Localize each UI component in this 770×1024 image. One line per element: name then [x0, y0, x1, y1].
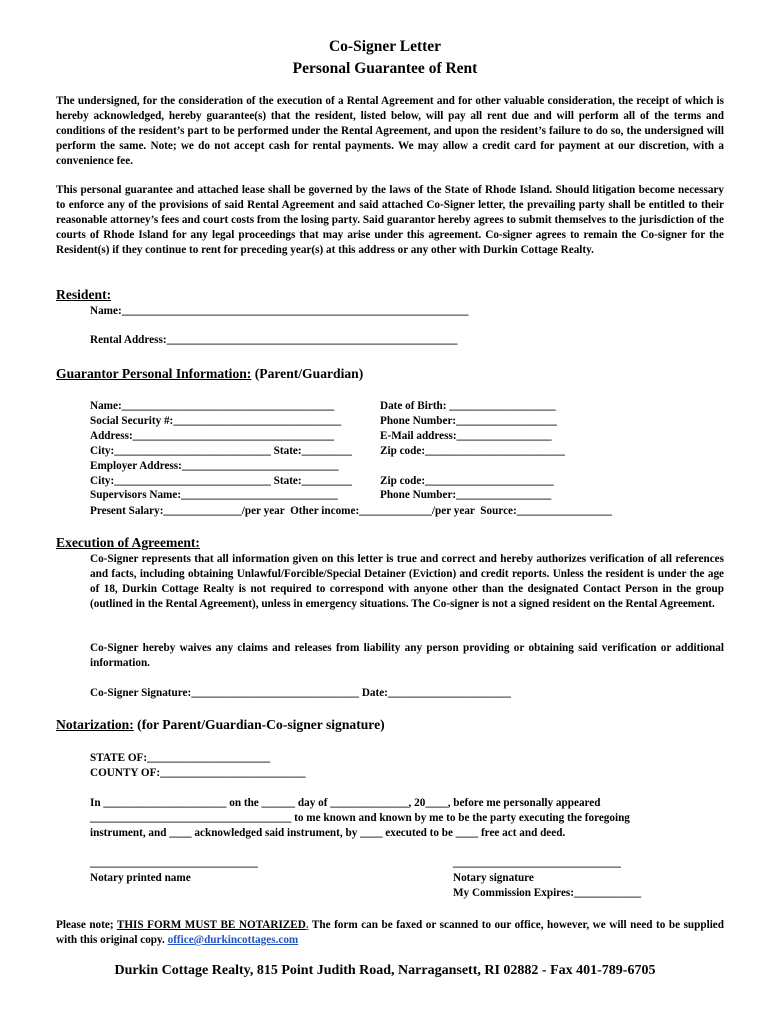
guarantor-ssn-field[interactable]: Social Security #:______________________________ — [90, 415, 342, 427]
execution-heading-text: Execution of Agreement: — [56, 535, 200, 550]
page-title: Co-Signer Letter — [328, 38, 442, 55]
intro-paragraph: The undersigned, for the consideration of the execution of a Rental Agreement and for other valuable consideration, the receipt of which is hereby acknowledged, hereby guarantee(s) that the resident, listed below, will pay all rent due and will perform all of the terms and conditions of the resident’s part to be performed under the Rental Agreement, and upon the resident’s failure to do so, the undersigned will perform the same. Note; we do not accept cash for rental payments. We may allow a credit card for payment at our discretion, with a convenience fee. — [56, 95, 724, 167]
execution-paragraph: Co-Signer represents that all information given on this letter is true and correct and hereby authorizes verification of all references and facts, including obtaining Unlawful/Forcible/Special Detainer (Eviction) and credit reports. Unless the resident is under the age of 18, Durkin Cottage Realty is not required to correspond with anyone other than the designated Contact Person in the group (outlined in the Rental Agreement), unless in emergency situations. The Co-signer is not a signed resident on the Rental Agreement. — [90, 553, 724, 610]
notarize-note — [56, 918, 724, 948]
guarantor-zip-field[interactable]: Zip code:_________________________ — [380, 445, 565, 457]
resident-heading-text: Resident: — [56, 287, 112, 302]
note-dot: . — [305, 919, 309, 931]
supervisor-name-field[interactable]: Supervisors Name:____________________________ — [90, 489, 338, 501]
resident-name-label: Name: — [90, 305, 122, 317]
footer-address: Durkin Cottage Realty, 815 Point Judith Road, Narragansett, RI 02882 - Fax 401-789-6705 — [114, 963, 656, 978]
guarantor-address-field[interactable]: Address:____________________________________ — [90, 430, 335, 442]
resident-name-field[interactable] — [90, 305, 469, 317]
employer-city-state-field[interactable]: City:____________________________ State:_________ — [90, 475, 352, 487]
notary-line-3[interactable]: instrument, and ____ acknowledged said instrument, by ____ executed to be ____ free act and deed. — [90, 827, 566, 839]
guarantor-phone-field[interactable]: Phone Number:__________________ — [380, 415, 557, 427]
office-email-link[interactable]: office@durkincottages.com — [167, 934, 299, 946]
rental-address-blank[interactable]: ____________________________________________________ — [166, 334, 458, 346]
rental-address-label: Rental Address: — [90, 334, 167, 346]
execution-heading — [56, 535, 200, 551]
note-emphasis: THIS FORM MUST BE NOTARIZED — [116, 919, 306, 931]
guarantor-city-state-field[interactable]: City:____________________________ State:_________ — [90, 445, 352, 457]
guarantor-heading-suffix: (Parent/Guardian) — [251, 366, 364, 381]
notary-line-1[interactable]: In ______________________ on the ______ day of ______________, 20____, before me personally appeared — [90, 797, 601, 809]
cosigner-signature-field[interactable]: Co-Signer Signature:______________________________ Date:______________________ — [90, 687, 511, 699]
notary-line-2[interactable]: ____________________________________ to me known and known by me to be the party executing the foregoing — [90, 812, 630, 824]
state-of-field[interactable]: STATE OF:______________________ — [90, 752, 271, 764]
employer-address-field[interactable]: Employer Address:____________________________ — [90, 460, 339, 472]
governing-law-paragraph: This personal guarantee and attached lease shall be governed by the laws of the State of Rhode Island. Should litigation become necessary to enforce any of the provisions of said Rental Agreement and said attached Co-Signer letter, the prevailing party shall be entitled to their reasonable attorney’s fees and court costs from the losing party. Said guarantor hereby agrees to submit themselves to the jurisdiction of the courts of Rhode Island for any legal proceedings that may arise under this agreement. Co-signer agrees to remain the Co-signer for the Resident(s) if they continue to rent for preceding year(s) at this address or any other with Durkin Cottage Realty. — [56, 184, 724, 256]
notarization-heading-suffix: (for Parent/Guardian-Co-signer signature) — [133, 717, 385, 732]
notarization-heading — [56, 717, 385, 733]
date-of-birth-field[interactable]: Date of Birth: ___________________ — [380, 400, 556, 412]
supervisor-phone-field[interactable]: Phone Number:_________________ — [380, 489, 552, 501]
notary-signature-label: Notary signature — [453, 872, 534, 884]
notary-signature-blank[interactable]: ______________________________ — [453, 857, 621, 869]
guarantor-name-field[interactable]: Name:______________________________________ — [90, 400, 335, 412]
note-prefix: Please note; — [56, 919, 117, 931]
employer-zip-field[interactable]: Zip code:_______________________ — [380, 475, 554, 487]
rental-address-field[interactable] — [90, 334, 457, 346]
notarization-heading-text: Notarization: — [56, 717, 134, 732]
note-text: The form can be faxed or scanned to our office, however, we will need to be supplied with this original copy. — [56, 919, 724, 946]
resident-name-blank[interactable]: ______________________________________________________________ — [121, 305, 469, 317]
guarantor-heading — [56, 366, 363, 382]
commission-expires-field[interactable]: My Commission Expires:____________ — [453, 887, 642, 899]
county-of-field[interactable]: COUNTY OF:__________________________ — [90, 767, 306, 779]
guarantor-heading-text: Guarantor Personal Information: — [56, 366, 252, 381]
page-subtitle: Personal Guarantee of Rent — [292, 60, 478, 77]
waiver-paragraph: Co-Signer hereby waives any claims and releases from liability any person providing or obtaining said verification or additional information. — [90, 642, 724, 669]
resident-heading — [56, 287, 111, 303]
income-field[interactable]: Present Salary:______________/per year Other income:_____________/per year Source:_________________ — [90, 505, 612, 517]
notary-printed-name-blank[interactable]: ______________________________ — [90, 857, 258, 869]
notary-printed-name-label: Notary printed name — [90, 872, 191, 884]
email-address-field[interactable]: E-Mail address:_________________ — [380, 430, 552, 442]
